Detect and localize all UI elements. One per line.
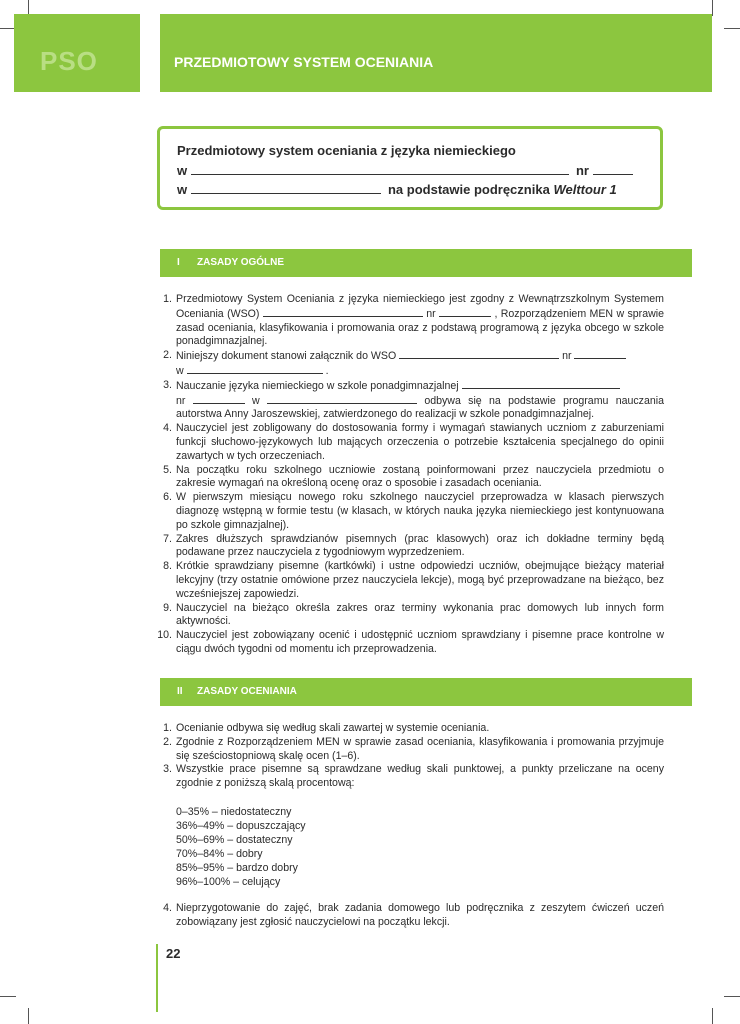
header-tab (14, 14, 140, 92)
city-blank[interactable] (187, 364, 323, 374)
nr-blank[interactable] (439, 307, 491, 317)
list-item (163, 378, 665, 422)
item-number: 3. (163, 378, 172, 391)
crop-mark (724, 28, 740, 29)
list-item (163, 601, 664, 630)
number-label: nr (575, 163, 589, 178)
list-item (157, 629, 664, 657)
item-number: 2. (163, 735, 172, 748)
scale-row: 85%–95% – bardzo dobry (176, 861, 298, 874)
list-item (163, 463, 664, 492)
nr-blank[interactable] (193, 394, 245, 404)
item-text: nr (426, 307, 436, 320)
item-number: 10. (157, 629, 172, 642)
item-number: 7. (163, 532, 172, 545)
title-box-row-1 (177, 163, 633, 178)
item-text: Zakres dłuższych sprawdzianów pisemnych (prac klasowych) oraz ich dokładne terminy będą podawane przez nauczyciela z tygodniowym wyprzedzeniem. (176, 532, 664, 559)
item-text: Niniejszy dokument stanowi załącznik do WSO (176, 350, 397, 363)
crop-mark (712, 0, 713, 16)
textbook-title: Welttour 1 (553, 182, 617, 197)
section-header-general (160, 249, 692, 277)
scale-row: 36%–49% – dopuszczający (176, 819, 306, 832)
list-item (163, 491, 664, 532)
footer-rule (156, 944, 158, 1012)
title-box (157, 126, 663, 210)
crop-mark (28, 1008, 29, 1024)
wso-blank[interactable] (399, 349, 559, 359)
title-box-row-2 (177, 182, 617, 197)
list-item (163, 763, 664, 791)
general-rules-list (157, 293, 665, 657)
item-number: 4. (163, 902, 172, 914)
item-number: 9. (163, 601, 172, 614)
nr-blank[interactable] (574, 349, 626, 359)
item-text: Nauczanie języka niemieckiego w szkole ponadgimnazjalnej (176, 379, 459, 392)
item-number: 3. (163, 763, 172, 776)
crop-mark (724, 996, 740, 997)
item-number: 6. (163, 491, 172, 504)
header-tab-label: PSO (40, 46, 98, 76)
list-item (163, 349, 664, 379)
section-title: ZASADY OCENIANIA (197, 686, 297, 697)
textbook-label: na podstawie podręcznika (387, 182, 550, 197)
scale-row: 50%–69% – dostateczny (176, 833, 293, 846)
item-text: Przedmiotowy System Oceniania z języka niemieckiego jest zgodny z Wewnątrzszkolnym Systemem Oceniania (WSO) (176, 293, 664, 320)
title-box-heading: Przedmiotowy system oceniania z języka niemieckiego (177, 143, 516, 158)
crop-mark (0, 996, 16, 997)
school-blank[interactable] (462, 379, 620, 389)
list-item (163, 293, 664, 349)
grading-scale (176, 806, 306, 889)
list-item (163, 722, 664, 736)
scale-row: 96%–100% – celujący (176, 875, 281, 888)
item-text: W pierwszym miesiącu nowego roku szkolnego nauczyciel przeprowadza w klasach pierwszych diagnozę wstępną w formie testu (w klasach, w których nauka języka niemieckiego jest kontynuowana po szkole gimnazjalnej). (176, 491, 664, 531)
item-number: 2. (163, 349, 172, 362)
section-number: II (177, 686, 183, 697)
item-number: 8. (163, 560, 172, 573)
list-item (163, 560, 664, 601)
city-blank[interactable] (191, 183, 381, 194)
item-number: 5. (163, 463, 172, 476)
list-item (163, 735, 664, 764)
grading-rules-list (163, 722, 664, 791)
city-label: w (177, 182, 188, 197)
section-header-grading (160, 678, 692, 706)
item-text: Nieprzygotowanie do zajęć, brak zadania domowego lub podręcznika z zeszytem ćwiczeń uczeń zobowiązany jest zgłosić nauczycielowi na początku lekcji. (176, 902, 664, 928)
grading-rules-list-continued (163, 902, 664, 930)
item-text: w (176, 364, 184, 377)
section-number: I (177, 257, 180, 268)
item-text: Nauczyciel na bieżąco określa zakres oraz terminy wykonania prac domowych lub innych form aktywności. (176, 601, 664, 628)
page-title: PRZEDMIOTOWY SYSTEM OCENIANIA (174, 54, 434, 70)
item-text: Krótkie sprawdziany pisemne (kartkówki) i ustne odpowiedzi uczniów, obejmujące bieżący materiał lekcyjny (trzy ostatnie omówione przez nauczyciela lekcje), mogą być przeprowadzane na bieżąco, bez wcześniejszej zapowiedzi. (176, 560, 664, 600)
item-number: 4. (163, 422, 172, 435)
item-text: . (325, 364, 329, 377)
item-text: Nauczyciel jest zobowiązany ocenić i udostępnić uczniom sprawdziany i pisemne prace kontrolne w ciągu dwóch tygodni od momentu ich przeprowadzenia. (176, 629, 664, 655)
item-text: w (252, 394, 260, 407)
section-title: ZASADY OGÓLNE (197, 257, 285, 268)
school-label: w (177, 163, 188, 178)
school-blank[interactable] (191, 164, 569, 175)
item-text: Ocenianie odbywa się według skali zawartej w systemie oceniania. (176, 722, 490, 734)
city-blank[interactable] (267, 394, 417, 404)
crop-mark (712, 1008, 713, 1024)
scale-row: 70%–84% – dobry (176, 847, 263, 860)
item-number: 1. (163, 293, 172, 305)
scale-row: 0–35% – niedostateczny (176, 806, 292, 818)
item-text: Zgodnie z Rozporządzeniem MEN w sprawie zasad oceniania, klasyfikowania i promowania przyjmuje się sześciostopniową skalę ocen (1–6). (176, 735, 664, 762)
page-number: 22 (166, 946, 181, 961)
list-item (163, 422, 664, 463)
list-item (163, 902, 664, 930)
item-text: Na początku roku szkolnego uczniowie zostaną poinformowani przez nauczyciela przedmiotu o zakresie wymagań na określoną ocenę oraz o sposobie i zasadach oceniania. (176, 463, 664, 490)
item-text: odbywa się na podstawie programu nauczania autorstwa Anny Jaroszewskiej, zatwierdzonego do realizacji w szkole ponadgimnazjalnej. (176, 394, 665, 421)
item-number: 1. (163, 722, 172, 734)
item-text: nr (562, 350, 572, 363)
header-bar (160, 14, 712, 92)
item-text: Nauczyciel jest zobligowany do dostosowania formy i wymagań stawianych uczniom z zaburzeniami funkcji słuchowo-językowych lub mających orzeczenia o potrzebie kształcenia specjalnego do opinii zawartych w tych orzeczeniach. (176, 422, 664, 462)
number-blank[interactable] (593, 164, 633, 175)
item-text: Wszystkie prace pisemne są sprawdzane według skali punktowej, a punkty przeliczane na oceny zgodnie z poniższą skalą procentową: (176, 763, 664, 790)
list-item (163, 532, 664, 561)
wso-blank[interactable] (263, 307, 423, 317)
item-text: nr (176, 394, 186, 407)
item-text: , Rozporządzeniem MEN w sprawie zasad oceniania, klasyfikowania i promowania oraz z podstawą programową z języka obcego w szkole ponadgimnazjalnej. (176, 307, 664, 348)
